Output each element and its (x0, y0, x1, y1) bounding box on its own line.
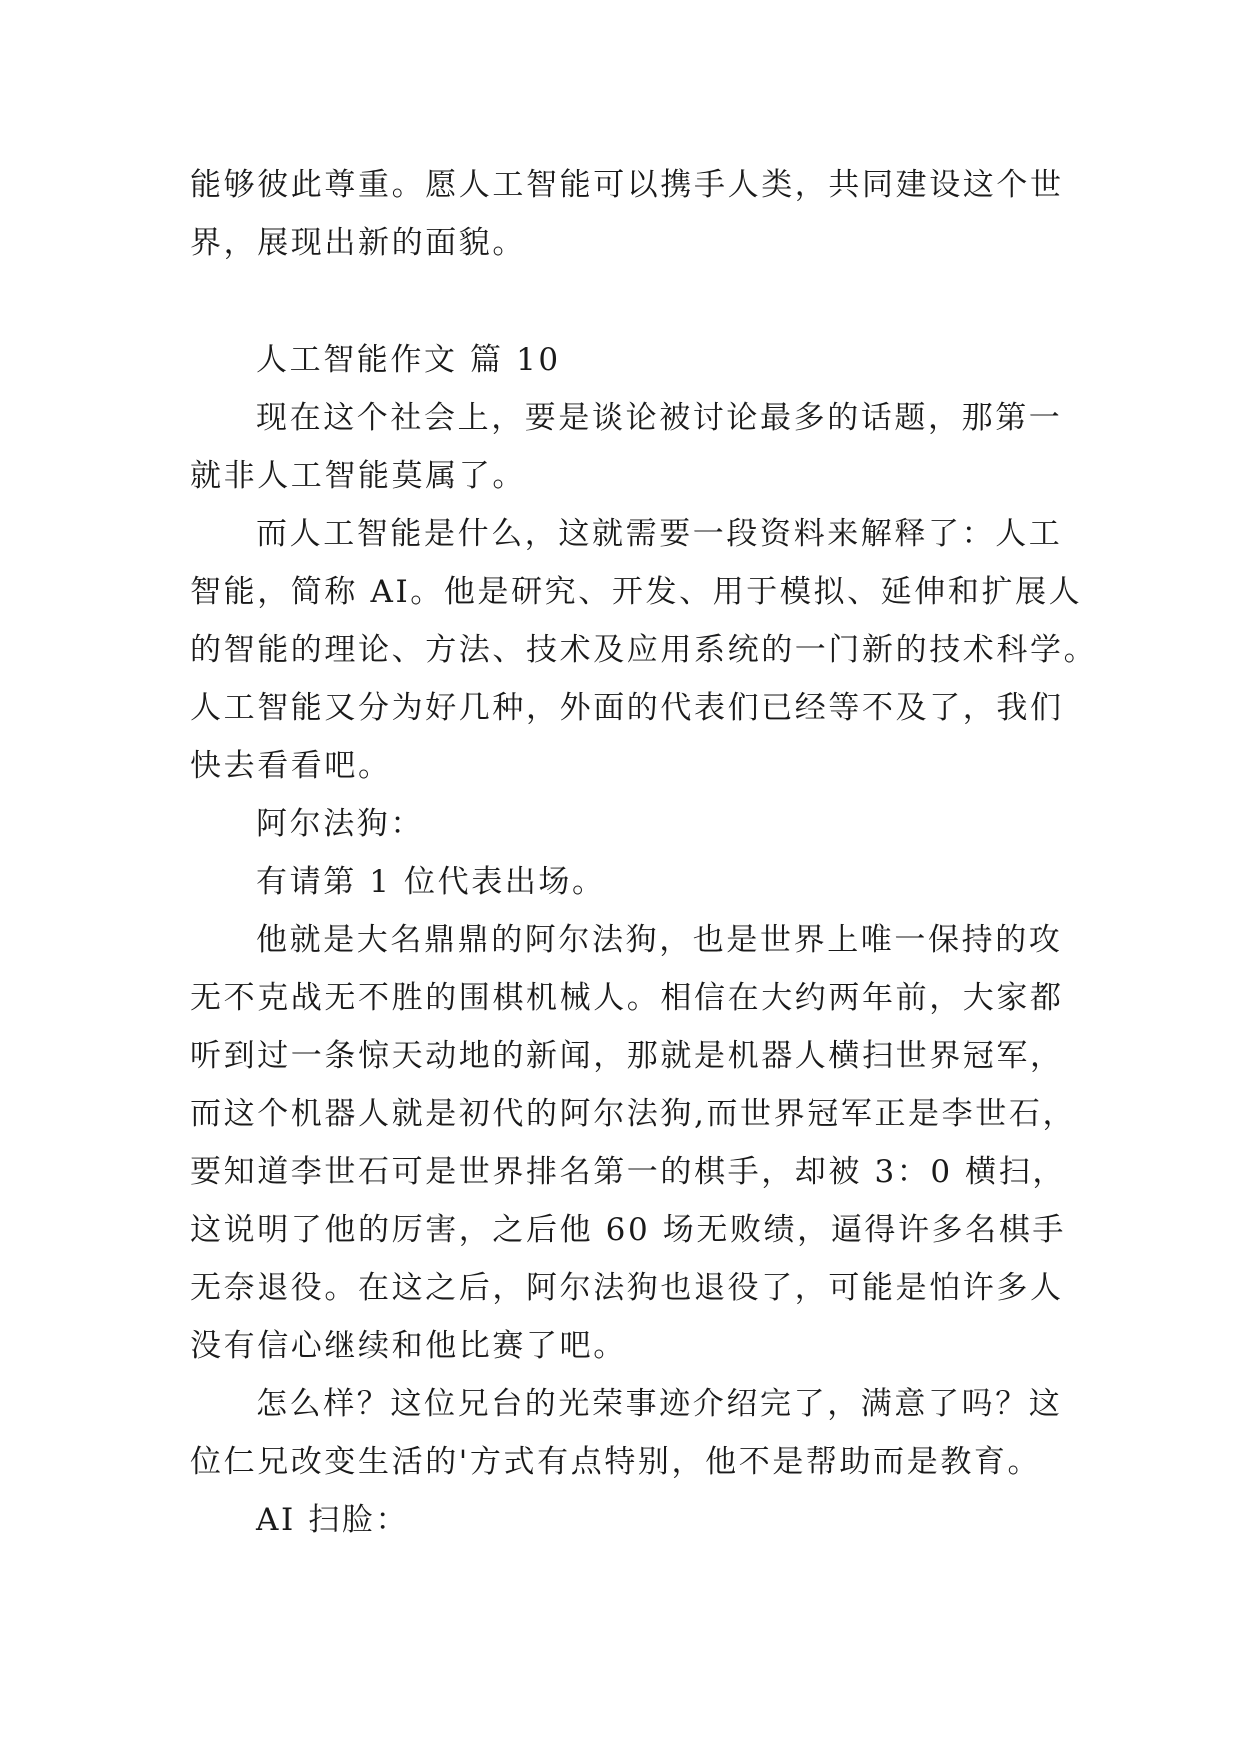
text-line: 没有信心继续和他比赛了吧。 (190, 1328, 627, 1364)
text-line: 无不克战无不胜的围棋机械人。相信在大约两年前，大家都 (190, 980, 1064, 1016)
text-line: 现在这个社会上，要是谈论被讨论最多的话题，那第一 (256, 400, 1063, 436)
text-line: 智能，简称 AI。他是研究、开发、用于模拟、延伸和扩展人 (190, 574, 1083, 610)
text-line: 能够彼此尊重。愿人工智能可以携手人类，共同建设这个世 (190, 167, 1064, 203)
text-line: 人工智能又分为好几种，外面的代表们已经等不及了，我们 (190, 690, 1064, 726)
text-line: 无奈退役。在这之后，阿尔法狗也退役了，可能是怕许多人 (190, 1270, 1064, 1306)
text-line: 而人工智能是什么，这就需要一段资料来解释了：人工 (256, 516, 1063, 552)
text-line: 而这个机器人就是初代的阿尔法狗,而世界冠军正是李世石， (190, 1096, 1077, 1132)
text-line: 他就是大名鼎鼎的阿尔法狗，也是世界上唯一保持的攻 (256, 922, 1063, 958)
subheading-alphago: 阿尔法狗： (256, 806, 424, 842)
subheading-ai-face-scan: AI 扫脸： (256, 1502, 410, 1538)
section-heading: 人工智能作文 篇 10 (256, 342, 561, 378)
text-line: 要知道李世石可是世界排名第一的棋手，却被 3：0 横扫， (190, 1154, 1066, 1190)
text-line: 就非人工智能莫属了。 (190, 458, 526, 494)
text-line: 位仁兄改变生活的'方式有点特别，他不是帮助而是教育。 (190, 1444, 1042, 1480)
text-line: 有请第 1 位代表出场。 (256, 864, 606, 900)
text-line: 怎么样？这位兄台的光荣事迹介绍完了，满意了吗？这 (256, 1386, 1063, 1422)
text-line: 听到过一条惊天动地的新闻，那就是机器人横扫世界冠军， (190, 1038, 1064, 1074)
text-line: 快去看看吧。 (190, 748, 392, 784)
text-line: 的智能的理论、方法、技术及应用系统的一门新的技术科学。 (190, 632, 1098, 668)
text-line: 这说明了他的厉害，之后他 60 场无败绩，逼得许多名棋手 (190, 1212, 1066, 1248)
text-line: 界，展现出新的面貌。 (190, 225, 526, 261)
